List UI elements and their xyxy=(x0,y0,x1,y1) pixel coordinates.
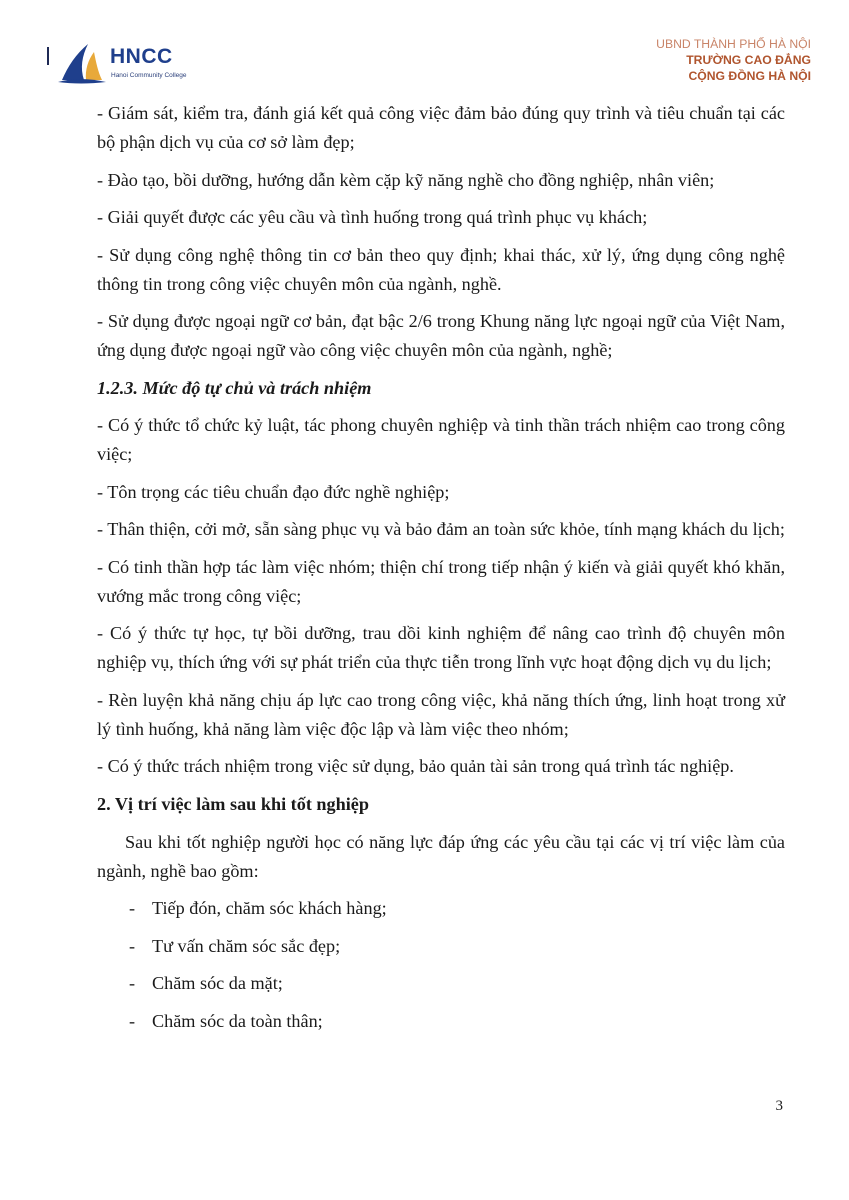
job-position-text: Chăm sóc da mặt; xyxy=(152,973,283,993)
logo-text: HNCC xyxy=(110,45,173,68)
job-position-text: Tiếp đón, chăm sóc khách hàng; xyxy=(152,898,387,918)
job-position-item xyxy=(97,1007,785,1036)
org-line-1: UBND THÀNH PHỐ HÀ NỘI xyxy=(656,37,811,51)
organization-name xyxy=(656,36,811,84)
skill-paragraph: - Sử dụng được ngoại ngữ cơ bản, đạt bậc 2/6 trong Khung năng lực ngoại ngữ của Việt Nam, ứng dụng được ngoại ngữ vào công việc chuyên môn của ngành, nghề; xyxy=(97,311,785,360)
job-position-item xyxy=(97,932,785,961)
page-header xyxy=(0,0,849,100)
responsibility-paragraph: - Có ý thức tổ chức kỷ luật, tác phong chuyên nghiệp và tinh thần trách nhiệm cao trong công việc; xyxy=(97,415,785,464)
responsibility-paragraph: - Có ý thức tự học, tự bồi dưỡng, trau dồi kinh nghiệm để nâng cao trình độ chuyên môn nghiệp vụ, thích ứng với sự phát triển của thực tiễn trong lĩnh vực hoạt động dịch vụ du lịch; xyxy=(97,623,785,672)
document-body xyxy=(97,99,785,1044)
skill-paragraph: - Giám sát, kiểm tra, đánh giá kết quả công việc đảm bảo đúng quy trình và tiêu chuẩn tại các bộ phận dịch vụ của cơ sở làm đẹp; xyxy=(97,103,785,152)
list-marker: - xyxy=(129,1010,136,1031)
job-position-item xyxy=(97,894,785,923)
org-line-3: CỘNG ĐỒNG HÀ NỘI xyxy=(688,69,811,83)
page-number: 3 xyxy=(775,1098,783,1114)
section-2-intro: Sau khi tốt nghiệp người học có năng lực đáp ứng các yêu cầu tại các vị trí việc làm của ngành, nghề bao gồm: xyxy=(97,831,785,881)
responsibility-paragraph: - Tôn trọng các tiêu chuẩn đạo đức nghề nghiệp; xyxy=(97,481,450,502)
job-position-text: Chăm sóc da toàn thân; xyxy=(152,1010,323,1031)
skill-paragraph: - Giải quyết được các yêu cầu và tình huống trong quá trình phục vụ khách; xyxy=(97,207,648,227)
responsibility-paragraph: - Rèn luyện khả năng chịu áp lực cao trong công việc, khả năng thích ứng, linh hoạt trong xử lý tình huống, khả năng làm việc độc lập và làm việc theo nhóm; xyxy=(97,689,785,739)
header-divider xyxy=(47,47,49,65)
sail-logo-icon xyxy=(58,40,108,86)
responsibility-paragraph: - Có tinh thần hợp tác làm việc nhóm; thiện chí trong tiếp nhận ý kiến và giải quyết khó khăn, vướng mắc trong công việc; xyxy=(97,556,785,606)
hncc-logo xyxy=(58,40,188,86)
list-marker: - xyxy=(129,935,136,956)
job-position-item xyxy=(97,969,785,998)
list-marker: - xyxy=(129,973,136,993)
responsibility-paragraph: - Thân thiện, cởi mở, sẵn sàng phục vụ và bảo đảm an toàn sức khỏe, tính mạng khách du lịch; xyxy=(97,519,785,539)
org-line-2: TRƯỜNG CAO ĐẲNG xyxy=(686,53,811,67)
skill-paragraph: - Đào tạo, bồi dưỡng, hướng dẫn kèm cặp kỹ năng nghề cho đồng nghiệp, nhân viên; xyxy=(97,169,715,190)
logo-subtitle: Hanoi Community College xyxy=(111,72,187,79)
job-position-text: Tư vấn chăm sóc sắc đẹp; xyxy=(152,935,341,956)
responsibility-paragraph: - Có ý thức trách nhiệm trong việc sử dụng, bảo quản tài sản trong quá trình tác nghiệp. xyxy=(97,756,734,776)
section-heading-2: 2. Vị trí việc làm sau khi tốt nghiệp xyxy=(97,793,369,814)
section-heading-1-2-3: 1.2.3. Mức độ tự chủ và trách nhiệm xyxy=(97,377,372,398)
skill-paragraph: - Sử dụng công nghệ thông tin cơ bản theo quy định; khai thác, xử lý, ứng dụng công nghệ thông tin trong công việc chuyên môn của ngành, nghề. xyxy=(97,244,785,294)
list-marker: - xyxy=(129,898,136,918)
